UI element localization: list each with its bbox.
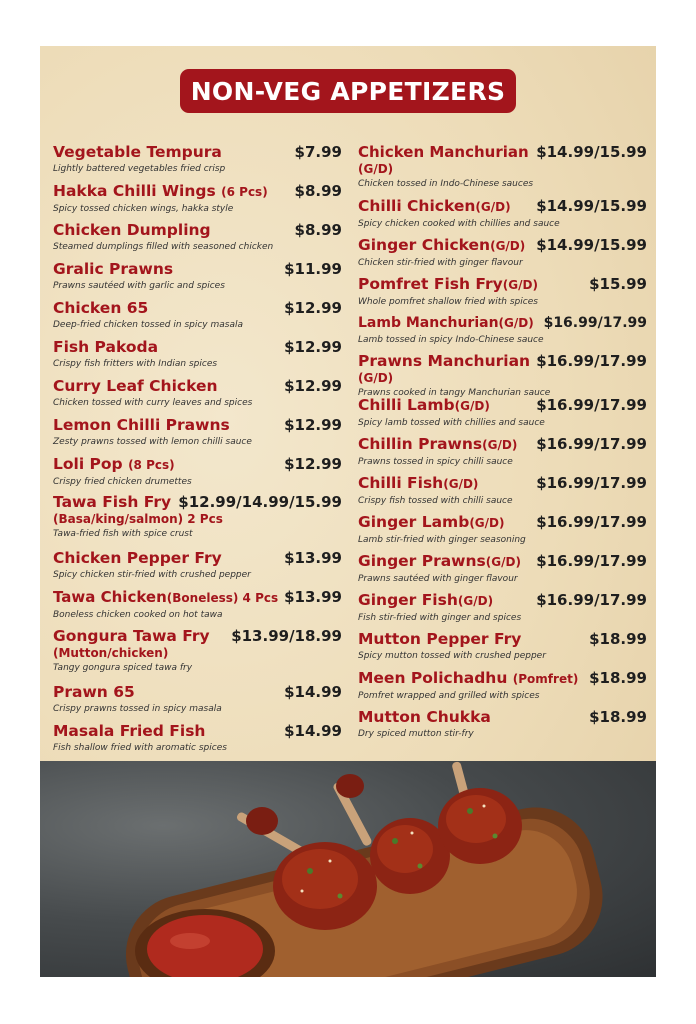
item-description: Prawns sautéed with ginger flavour [358,574,518,584]
item-description: Prawns tossed in spicy chilli sauce [358,457,513,467]
item-description: Spicy lamb tossed with chillies and sauce [358,418,545,428]
item-name-text: Ginger Chicken [358,236,491,254]
item-qualifier: (6 Pcs) [221,185,268,199]
item-description: Spicy mutton tossed with crushed pepper [358,651,546,661]
item-name-text: Tawa Fish Fry [53,493,172,511]
item-name [358,513,504,533]
menu-item [53,260,342,292]
item-price: $16.99/17.99 [543,315,647,331]
item-price: $16.99/17.99 [536,352,647,370]
item-qualifier: (Boneless) 4 Pcs [166,591,279,605]
menu-item [358,474,647,507]
item-description: Lamb tossed in spicy Indo-Chinese sauce [358,335,544,345]
item-price: $16.99/17.99 [536,513,647,531]
item-name-text: Mutton Chukka [358,708,491,726]
item-name [358,275,538,295]
menu-item [358,708,647,740]
item-name-text: Chilli Lamb [358,396,455,414]
menu-item [53,182,342,215]
item-description: Deep-fried chicken tossed in spicy masala [53,320,243,330]
item-qualifier: (G/D) [482,438,518,452]
item-name [53,377,218,396]
item-description: Pomfret wrapped and grilled with spices [358,691,540,701]
item-price: $8.99 [294,182,342,200]
menu-item [358,352,647,399]
item-qualifier: (G/D) [498,316,534,330]
item-price: $13.99 [284,588,342,606]
item-qualifier: (G/D) [457,594,494,608]
item-price: $16.99/17.99 [536,474,647,492]
item-price: $16.99/17.99 [536,552,647,570]
item-description: Crispy fish tossed with chilli sauce [358,496,513,506]
item-name-text: Loli Pop [53,455,123,473]
menu-title: NON-VEG APPETIZERS [180,69,516,113]
item-name-text: Chicken Pepper Fry [53,549,222,567]
item-name-text: Hakka Chilli Wings [53,182,216,200]
item-price: $16.99/17.99 [536,396,647,414]
item-name [53,627,210,646]
item-name-text: Lemon Chilli Prawns [53,416,230,434]
item-name-text: Gongura Tawa Fry [53,627,210,645]
item-qualifier: (G/D) [502,278,538,292]
item-name [358,236,525,256]
item-qualifier: (G/D) [475,200,511,214]
item-description: Fish shallow fried with aromatic spices [53,743,227,753]
menu-item [53,143,342,175]
item-name [358,314,534,333]
item-description: Spicy chicken cooked with chillies and sauce [358,219,560,229]
item-name [358,552,521,572]
item-description: Fish stir-fried with ginger and spices [358,613,522,623]
item-name [53,182,268,202]
menu-item [53,221,342,253]
item-description: Dry spiced mutton stir-fry [358,729,474,739]
menu-item [53,299,342,331]
item-price: $14.99/15.99 [536,236,647,254]
item-name-text: Chilli Fish [358,474,444,492]
item-price: $12.99 [284,455,342,473]
item-price: $12.99 [284,377,342,395]
item-name-text: Prawn 65 [53,683,135,701]
item-description: Lightly battered vegetables fried crisp [53,164,226,174]
item-name [358,708,491,727]
item-description: Tangy gongura spiced tawa fry [53,663,193,673]
item-name [53,299,148,318]
item-price: $12.99 [284,338,342,356]
item-name [53,416,230,435]
item-subtitle: (Mutton/chicken) [53,646,169,660]
item-qualifier: (G/D) [469,516,505,530]
item-name-text: Prawns Manchurian [358,352,531,370]
item-name-text: Ginger Lamb [358,513,470,531]
item-name [358,669,578,689]
item-description: Spicy tossed chicken wings, hakka style [53,204,234,214]
item-name-text: Chicken 65 [53,299,149,317]
item-price: $18.99 [589,669,647,687]
item-price: $12.99/14.99/15.99 [178,493,342,511]
item-name [53,455,175,475]
item-price: $14.99/15.99 [536,197,647,215]
item-name-text: Vegetable Tempura [53,143,222,161]
item-description: Spicy chicken stir-fried with crushed pepper [53,570,251,580]
item-name [358,396,490,416]
item-name-text: Fish Pakoda [53,338,159,356]
menu-item [53,338,342,370]
item-price: $14.99 [284,722,342,740]
item-price: $7.99 [294,143,342,161]
item-name-text: Meen Polichadhu [358,669,508,687]
food-photo [40,761,656,977]
item-name [358,630,521,649]
menu-item [53,683,342,715]
item-price: $14.99 [284,683,342,701]
item-description: Boneless chicken cooked on hot tawa [53,610,223,620]
item-price: $11.99 [284,260,342,278]
item-price: $18.99 [589,708,647,726]
item-subtitle: (G/D) [358,371,394,385]
menu-item [53,588,342,621]
item-name [53,588,278,608]
item-description: Zesty prawns tossed with lemon chilli sauce [53,437,252,447]
menu-item [53,627,342,674]
item-name-text: Ginger Fish [358,591,458,609]
item-description: Steamed dumplings filled with seasoned chicken [53,242,274,252]
item-price: $13.99 [284,549,342,567]
menu-item [53,455,342,488]
item-name [53,722,205,741]
item-qualifier: (G/D) [485,555,521,569]
item-price: $18.99 [589,630,647,648]
item-description: Tawa-fried fish with spice crust [53,529,193,539]
chicken-lollipop-image [40,761,656,977]
item-description: Lamb stir-fried with ginger seasoning [358,535,526,545]
menu-item [53,493,342,540]
menu-item [53,416,342,448]
item-name [358,474,478,494]
item-name [53,493,171,512]
item-price: $16.99/17.99 [536,435,647,453]
menu-item [358,435,647,468]
item-name-text: Masala Fried Fish [53,722,206,740]
item-name-text: Tawa Chicken [53,588,167,606]
item-qualifier: (Pomfret) [512,672,579,686]
menu-page [40,46,656,977]
item-price: $12.99 [284,299,342,317]
item-name [53,260,173,279]
item-name [358,143,529,162]
menu-item [358,669,647,702]
item-name [53,143,222,162]
menu-item [358,275,647,308]
item-name-text: Chillin Prawns [358,435,483,453]
item-name-text: Chilli Chicken [358,197,476,215]
item-description: Crispy fried chicken drumettes [53,477,192,487]
item-name-text: Chicken Manchurian [358,143,529,161]
item-name-text: Chicken Dumpling [53,221,211,239]
item-name [358,435,517,455]
item-price: $16.99/17.99 [536,591,647,609]
item-name [358,591,493,611]
item-price: $12.99 [284,416,342,434]
item-description: Prawns sautéed with garlic and spices [53,281,225,291]
item-description: Prawns cooked in tangy Manchurian sauce [358,388,551,398]
item-price: $8.99 [294,221,342,239]
item-name [53,221,211,240]
item-subtitle: (Basa/king/salmon) 2 Pcs [53,512,223,526]
menu-item [358,236,647,269]
menu-item [53,722,342,754]
item-qualifier: (G/D) [490,239,526,253]
item-name [53,549,222,568]
item-qualifier: (G/D) [443,477,479,491]
menu-item [358,630,647,662]
item-name-text: Ginger Prawns [358,552,486,570]
menu-item [358,513,647,546]
item-name [358,352,530,371]
item-name-text: Curry Leaf Chicken [53,377,218,395]
item-qualifier: (8 Pcs) [128,458,175,472]
item-description: Chicken stir-fried with ginger flavour [358,258,523,268]
menu-item [53,549,342,581]
item-name [358,197,511,217]
menu-item [358,197,647,230]
menu-item [358,552,647,585]
item-description: Chicken tossed in Indo-Chinese sauces [358,179,534,189]
menu-item [358,143,647,190]
item-subtitle: (G/D) [358,162,394,176]
item-description: Whole pomfret shallow fried with spices [358,297,538,307]
item-price: $15.99 [589,275,647,293]
item-name-text: Gralic Prawns [53,260,174,278]
item-name [53,683,135,702]
menu-item [358,591,647,624]
menu-item [358,396,647,429]
item-description: Crispy prawns tossed in spicy masala [53,704,222,714]
item-name-text: Mutton Pepper Fry [358,630,522,648]
item-price: $14.99/15.99 [536,143,647,161]
item-description: Chicken tossed with curry leaves and spices [53,398,253,408]
item-description: Crispy fish fritters with Indian spices [53,359,218,369]
item-name-text: Lamb Manchurian [358,315,499,331]
item-name [53,338,158,357]
menu-item [358,314,647,346]
item-qualifier: (G/D) [454,399,490,413]
item-name-text: Pomfret Fish Fry [358,275,503,293]
item-price: $13.99/18.99 [231,627,342,645]
menu-item [53,377,342,409]
